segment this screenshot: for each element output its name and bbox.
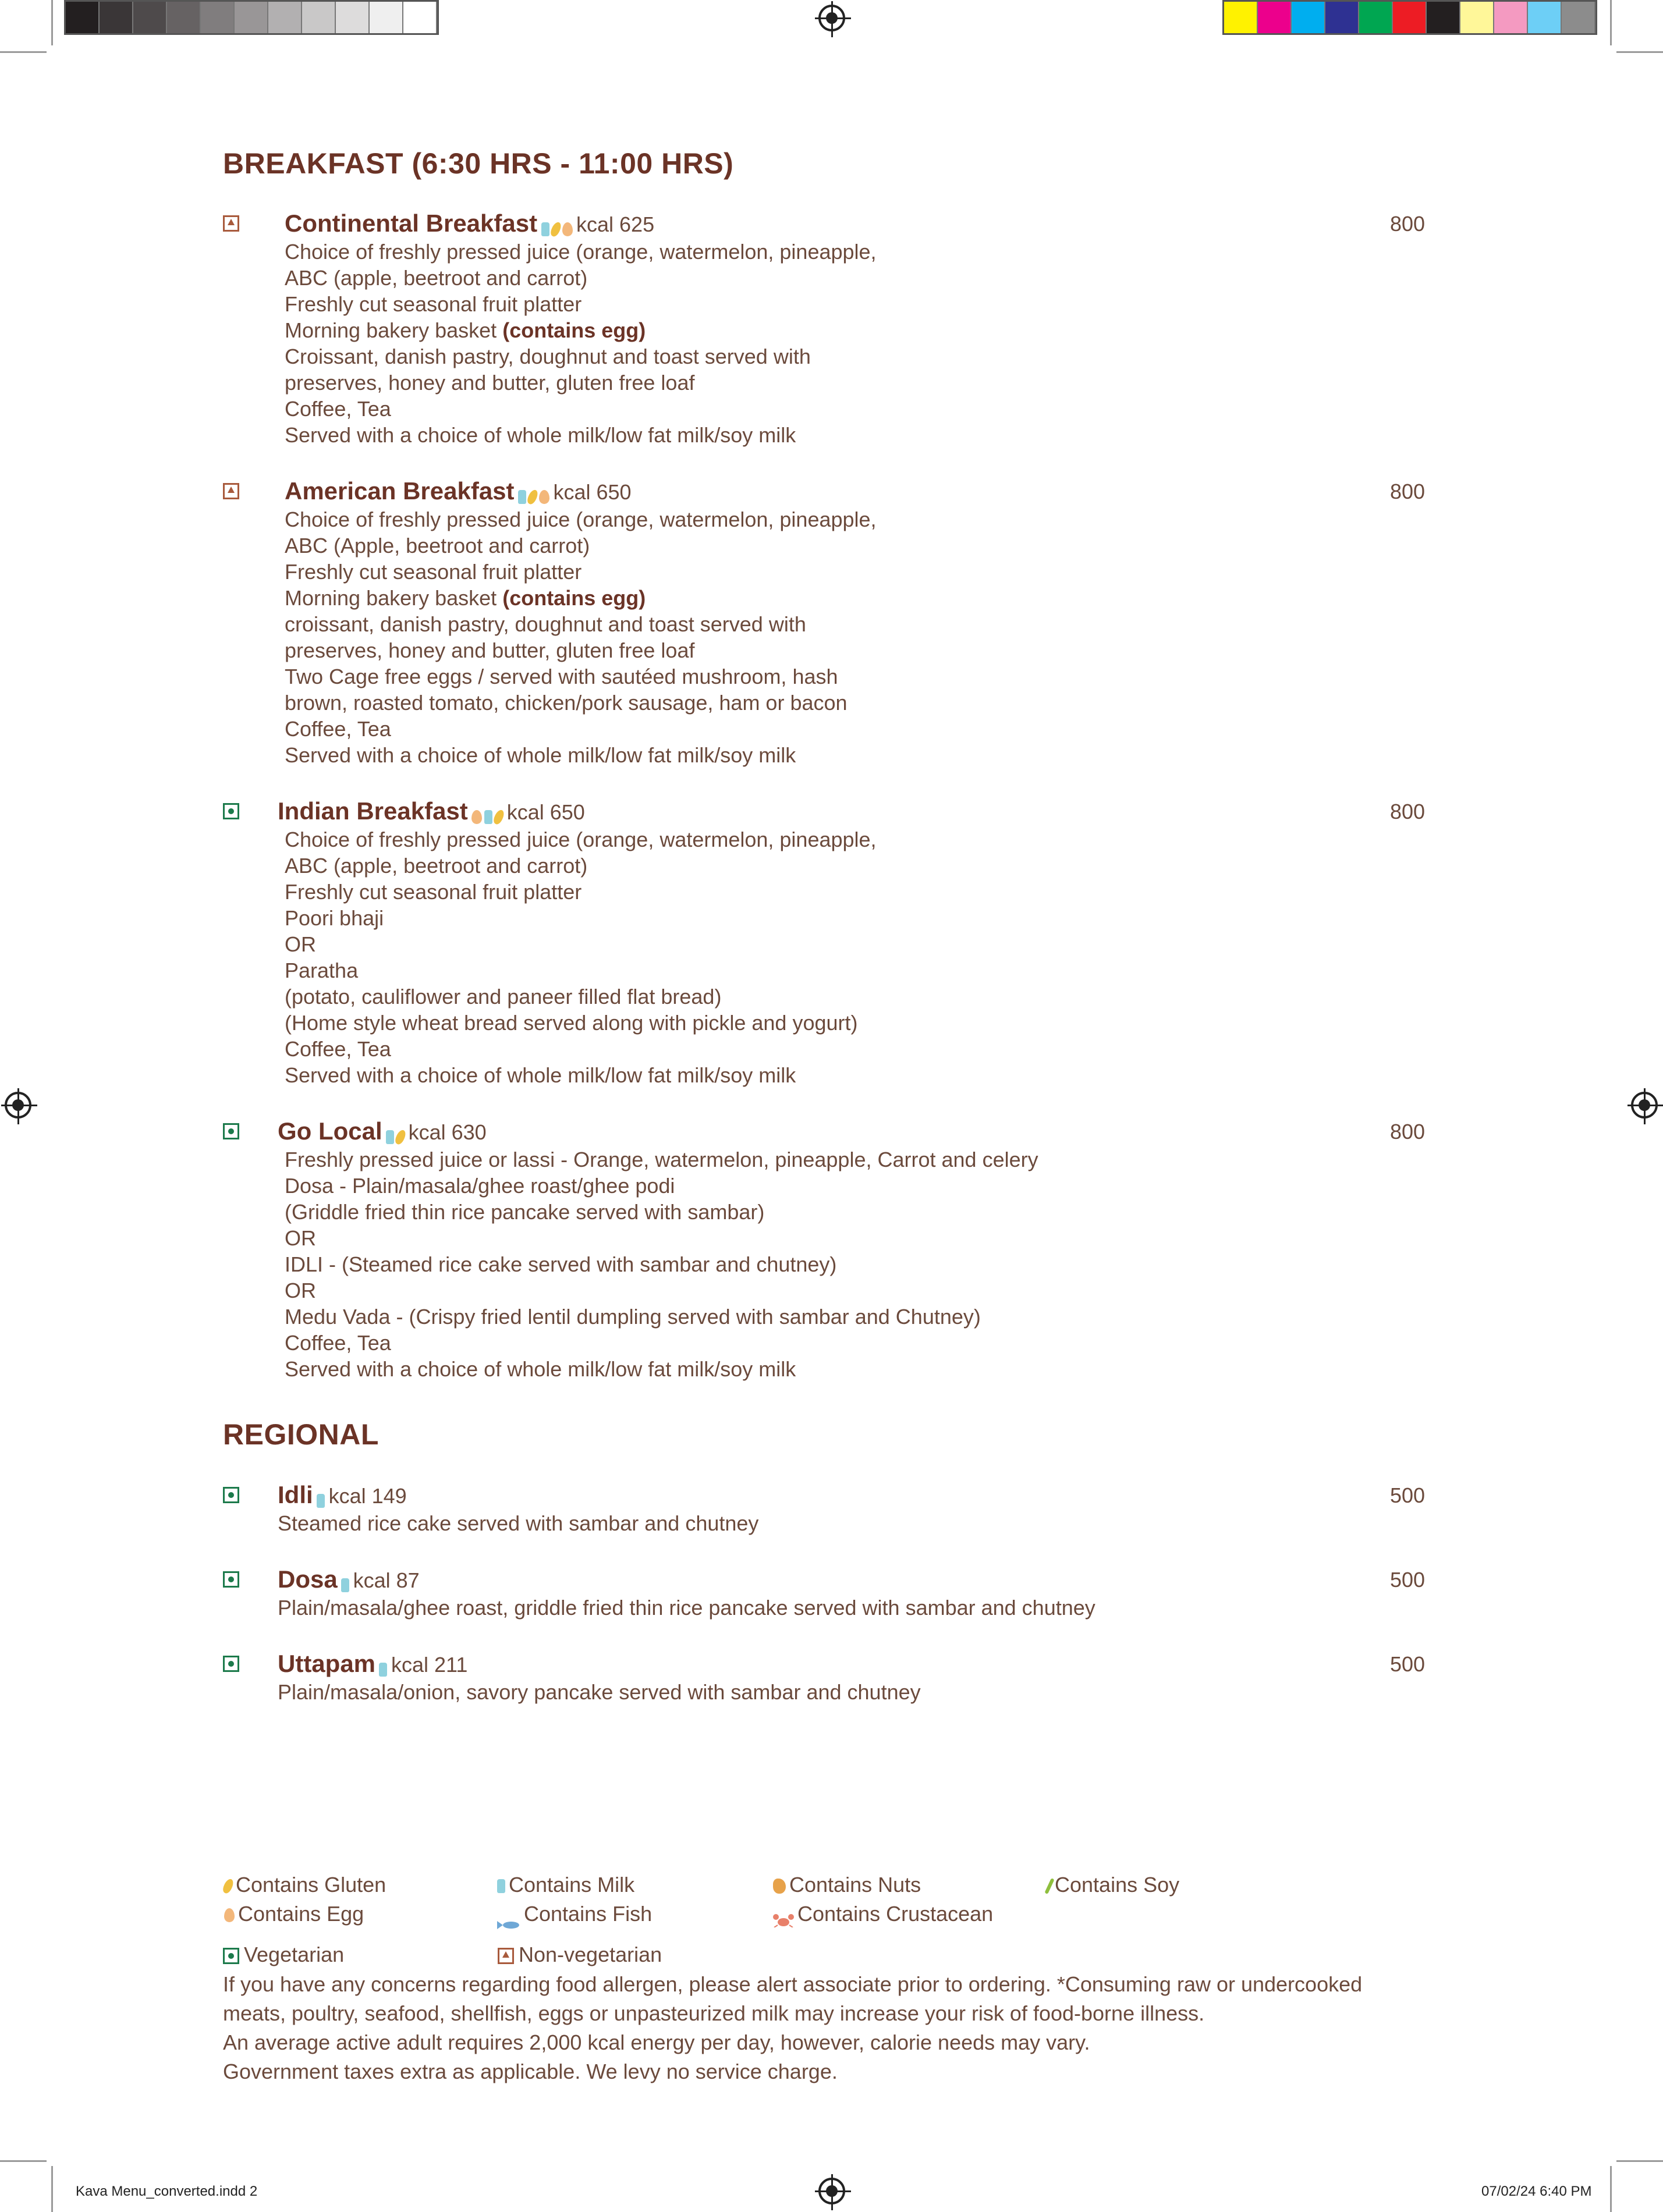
milk-icon [341, 1578, 349, 1592]
menu-item-indian-breakfast [221, 797, 1432, 1088]
color-swatch [1224, 2, 1258, 33]
item-description-line: Plain/masala/onion, savory pancake served with sambar and chutney [278, 1680, 921, 1704]
crop-mark [51, 0, 53, 45]
color-swatch [1325, 2, 1359, 33]
color-swatch [403, 2, 437, 33]
menu-item-continental-breakfast [221, 210, 1432, 448]
fish-icon [497, 1911, 520, 1920]
color-swatch [370, 2, 403, 33]
item-description-line: Served with a choice of whole milk/low fat milk/soy milk [285, 1063, 796, 1087]
allergen-note: (contains egg) [502, 318, 646, 342]
gluten-icon [549, 221, 563, 237]
item-description-line: Freshly pressed juice or lassi - Orange, watermelon, pineapple, Carrot and celery [285, 1148, 1038, 1171]
legend-fish: Contains Fish [496, 1902, 652, 1926]
milk-icon [497, 1879, 505, 1893]
crop-mark [1610, 2166, 1612, 2212]
note-line: An average active adult requires 2,000 kcal energy per day, however, calorie needs may vary. [223, 2030, 1090, 2054]
item-price: 500 [1390, 1483, 1426, 1507]
item-name: Continental Breakfast [285, 210, 538, 237]
gluten-icon [221, 1878, 235, 1895]
legend-egg: Contains Egg [223, 1902, 364, 1926]
legend-nuts: Contains Nuts [772, 1873, 921, 1897]
color-swatch [1427, 2, 1460, 33]
crop-mark [1616, 51, 1663, 53]
item-description-line: Served with a choice of whole milk/low fat milk/soy milk [285, 423, 796, 447]
cmyk-color-bar [1222, 0, 1597, 35]
color-swatch [167, 2, 201, 33]
note-line: Government taxes extra as applicable. We levy no service charge. [223, 2060, 838, 2083]
item-price: 500 [1390, 1568, 1426, 1592]
menu-item-go-local [221, 1117, 1432, 1382]
item-kcal: kcal 650 [506, 800, 585, 824]
registration-mark-left [5, 1092, 31, 1119]
color-swatch [100, 2, 133, 33]
item-kcal: kcal 211 [391, 1653, 468, 1677]
color-swatch [336, 2, 370, 33]
vegetarian-icon [223, 1948, 239, 1964]
item-price: 800 [1390, 1120, 1426, 1144]
item-description-line: Dosa - Plain/masala/ghee roast/ghee podi [285, 1174, 675, 1198]
item-price: 800 [1390, 800, 1426, 823]
color-swatch [235, 2, 268, 33]
item-description-line: croissant, danish pastry, doughnut and toast served with [285, 612, 806, 636]
non-vegetarian-icon [498, 1948, 514, 1964]
item-description-line: Paratha [285, 958, 359, 982]
item-kcal: kcal 650 [553, 480, 632, 504]
legend-soy: Contains Soy [1047, 1873, 1179, 1897]
crop-mark [0, 2160, 47, 2162]
item-description-line: preserves, honey and butter, gluten free loaf [285, 371, 695, 395]
item-name: American Breakfast [285, 477, 515, 505]
legend-gluten: Contains Gluten [223, 1873, 386, 1897]
item-description-line: Freshly cut seasonal fruit platter [285, 560, 582, 584]
milk-icon [317, 1494, 325, 1508]
legend-non-vegetarian: Non-vegetarian [498, 1943, 662, 1967]
egg-icon [539, 490, 549, 504]
item-description-line: OR [285, 1226, 316, 1250]
footer-notes [223, 1970, 1445, 2086]
item-description-line: OR [285, 1279, 316, 1302]
item-description-line: ABC (Apple, beetroot and carrot) [285, 534, 590, 558]
item-name: Idli [278, 1481, 313, 1508]
non-vegetarian-icon [223, 483, 239, 499]
nuts-icon [773, 1879, 786, 1894]
item-price: 800 [1390, 480, 1426, 503]
vegetarian-icon [223, 1656, 239, 1672]
breakfast-section-title: BREAKFAST (6:30 HRS - 11:00 HRS) [223, 147, 734, 180]
color-swatch [1494, 2, 1528, 33]
item-description-line: Steamed rice cake served with sambar and chutney [278, 1511, 759, 1535]
item-price: 500 [1390, 1652, 1426, 1676]
vegetarian-icon [223, 1571, 239, 1588]
menu-item-uttapam [221, 1650, 1432, 1705]
color-swatch [201, 2, 235, 33]
color-swatch [1460, 2, 1494, 33]
item-description-line: ABC (apple, beetroot and carrot) [285, 266, 588, 290]
item-description-line: OR [285, 932, 316, 956]
crop-mark [1610, 0, 1612, 45]
item-description-line: Morning bakery basket (contains egg) [285, 586, 646, 610]
item-description-line: (potato, cauliflower and paneer filled flat bread) [285, 985, 722, 1009]
vegetarian-icon [223, 803, 239, 819]
crop-mark [51, 2166, 53, 2212]
registration-mark-top [818, 5, 845, 31]
vegetarian-icon [223, 1123, 239, 1139]
item-description-line: Coffee, Tea [285, 717, 391, 741]
egg-icon [224, 1908, 235, 1922]
non-vegetarian-icon [223, 215, 239, 232]
item-description-line: Poori bhaji [285, 906, 384, 930]
milk-icon [379, 1663, 387, 1677]
registration-mark-right [1631, 1092, 1658, 1119]
regional-section-title: REGIONAL [223, 1418, 379, 1451]
item-description-line: (Griddle fried thin rice pancake served with sambar) [285, 1200, 765, 1224]
egg-icon [562, 222, 573, 236]
item-description-line: Coffee, Tea [285, 1331, 391, 1355]
slug-datetime: 07/02/24 6:40 PM [1481, 2183, 1592, 2199]
item-description-line: Freshly cut seasonal fruit platter [285, 292, 582, 316]
legend-milk: Contains Milk [496, 1873, 634, 1897]
item-description-line: Served with a choice of whole milk/low fat milk/soy milk [285, 1357, 796, 1381]
color-swatch [268, 2, 302, 33]
item-kcal: kcal 87 [353, 1568, 420, 1592]
item-name: Uttapam [278, 1650, 376, 1677]
legend-vegetarian: Vegetarian [223, 1943, 344, 1967]
item-description-line: Coffee, Tea [285, 1037, 391, 1061]
egg-icon [471, 810, 482, 824]
slug-filename: Kava Menu_converted.indd 2 [76, 2183, 258, 2199]
item-name: Go Local [278, 1117, 382, 1145]
item-description-line: Choice of freshly pressed juice (orange, watermelon, pineapple, [285, 507, 877, 531]
milk-icon [386, 1130, 394, 1144]
item-kcal: kcal 625 [576, 212, 655, 236]
item-description-line: Croissant, danish pastry, doughnut and toast served with [285, 345, 811, 368]
milk-icon [518, 490, 526, 504]
registration-mark-bottom [818, 2178, 845, 2204]
item-kcal: kcal 149 [328, 1484, 407, 1508]
item-description-line: Medu Vada - (Crispy fried lentil dumpling served with sambar and Chutney) [285, 1305, 981, 1329]
color-swatch [133, 2, 167, 33]
item-description-line: Morning bakery basket (contains egg) [285, 318, 646, 342]
item-description-line: Coffee, Tea [285, 397, 391, 421]
crab-icon [773, 1908, 794, 1922]
color-swatch [1292, 2, 1325, 33]
crop-mark [1616, 2160, 1663, 2162]
item-price: 800 [1390, 212, 1426, 236]
menu-item-american-breakfast [221, 477, 1432, 768]
item-description-line: ABC (apple, beetroot and carrot) [285, 854, 588, 878]
color-swatch [302, 2, 336, 33]
color-swatch [1528, 2, 1562, 33]
color-swatch [66, 2, 100, 33]
item-description-line: Plain/masala/ghee roast, griddle fried thin rice pancake served with sambar and chutney [278, 1596, 1095, 1620]
menu-item-dosa [221, 1565, 1432, 1621]
item-description-line: Choice of freshly pressed juice (orange, watermelon, pineapple, [285, 240, 877, 264]
legend-crustacean: Contains Crustacean [772, 1902, 993, 1926]
item-description-line: brown, roasted tomato, chicken/pork sausage, ham or bacon [285, 691, 848, 715]
item-description-line: Choice of freshly pressed juice (orange, watermelon, pineapple, [285, 828, 877, 851]
item-kcal: kcal 630 [408, 1120, 487, 1144]
item-description-line: preserves, honey and butter, gluten free loaf [285, 638, 695, 662]
vegetarian-icon [223, 1487, 239, 1503]
item-description-line: Served with a choice of whole milk/low fat milk/soy milk [285, 743, 796, 767]
menu-item-idli [221, 1481, 1432, 1536]
color-swatch [1562, 2, 1595, 33]
gluten-icon [492, 808, 506, 825]
grayscale-color-bar [64, 0, 439, 35]
milk-icon [541, 222, 549, 236]
note-line: If you have any concerns regarding food allergen, please alert associate prior to ordering. *Consuming raw or undercooked [223, 1972, 1363, 1996]
item-name: Dosa [278, 1565, 338, 1593]
item-description-line: IDLI - (Steamed rice cake served with sambar and chutney) [285, 1252, 837, 1276]
milk-icon [484, 810, 492, 824]
allergen-note: (contains egg) [502, 586, 646, 610]
item-description-line: (Home style wheat bread served along with pickle and yogurt) [285, 1011, 858, 1035]
color-swatch [1393, 2, 1427, 33]
soy-icon [1044, 1879, 1054, 1895]
crop-mark [0, 51, 47, 53]
color-swatch [1359, 2, 1393, 33]
gluten-icon [526, 488, 540, 505]
item-name: Indian Breakfast [278, 797, 468, 825]
item-description-line: Freshly cut seasonal fruit platter [285, 880, 582, 904]
color-swatch [1258, 2, 1292, 33]
gluten-icon [393, 1128, 407, 1145]
note-line: meats, poultry, seafood, shellfish, eggs or unpasteurized milk may increase your risk of food-borne illness. [223, 2001, 1205, 2025]
item-description-line: Two Cage free eggs / served with sautéed mushroom, hash [285, 665, 838, 688]
